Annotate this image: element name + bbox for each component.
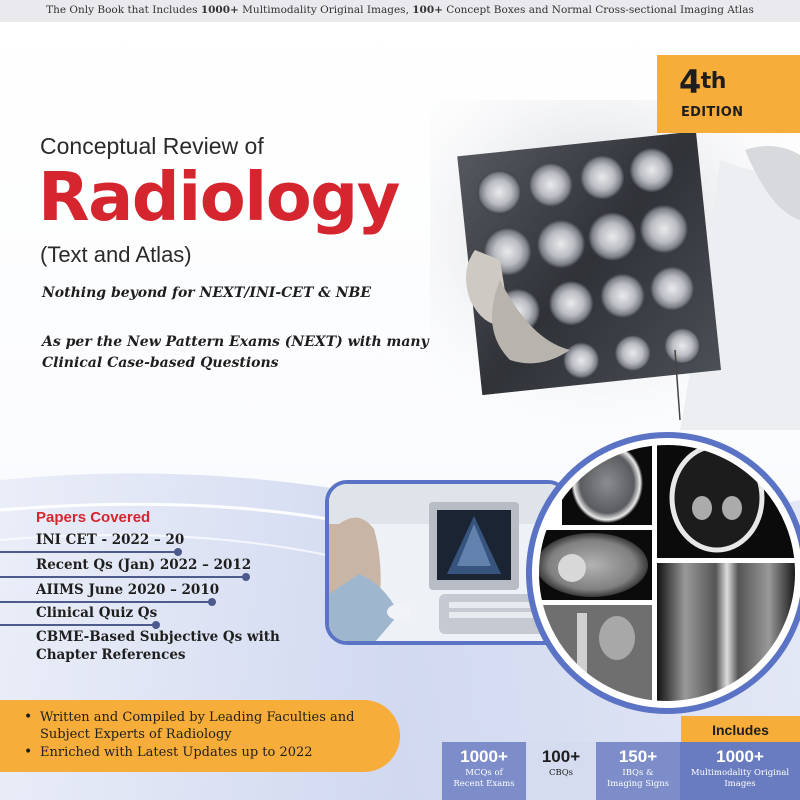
main-title: Radiology [38,158,399,236]
papers-heading: Papers Covered [36,509,151,526]
stat-mcqs: 1000+ MCQs of Recent Exams [442,742,526,800]
edition-badge [657,55,800,133]
pattern-line-1: As per the New Pattern Exams (NEXT) with many [42,334,429,350]
paper-divider [0,624,156,626]
stat-ibqs: 150+ IBQs & Imaging Signs [596,742,680,800]
edition-number: 4th [679,63,726,101]
highlights-panel [0,700,400,772]
top-banner [0,0,800,22]
paper-item: AIIMS June 2020 – 2010 [36,582,220,598]
banner-text-2: Multimodality Original Images, [238,4,413,16]
pre-title: Conceptual Review of [40,133,264,159]
pattern-statement [42,332,462,374]
banner-bold-1: 1000+ [200,4,239,16]
banner-text-1: The Only Book that Includes [46,4,201,16]
scan-collage [522,428,800,718]
banner-bold-2: 100+ [412,4,443,16]
paper-item: Recent Qs (Jan) 2022 – 2012 [36,557,252,573]
tagline: Nothing beyond for NEXT/INI-CET & NBE [42,285,372,301]
edition-suffix: th [700,69,726,94]
highlight-item: • Enriched with Latest Updates up to 2022 [40,744,313,761]
edition-label: EDITION [681,105,744,120]
includes-label: Includes [681,716,800,744]
xray-film-photo [430,100,800,430]
includes-stats [442,742,800,800]
paper-divider [0,601,212,603]
paper-item: INI CET - 2022 – 20 [36,532,185,548]
stat-cbqs: 100+ CBQs [526,742,596,800]
pattern-line-2: Clinical Case-based Questions [42,355,279,371]
banner-text-3: Concept Boxes and Normal Cross-sectional Imaging Atlas [442,4,754,16]
paper-divider [0,551,178,553]
highlight-item: • Written and Compiled by Leading Faculties and Subject Experts of Radiology [40,709,354,743]
paper-item-cbme: CBME-Based Subjective Qs with Chapter References [36,629,280,663]
paper-divider [0,576,246,578]
paper-item: Clinical Quiz Qs [36,605,158,621]
stat-images: 1000+ Multimodality Original Images [680,742,800,800]
sub-title: (Text and Atlas) [40,242,192,267]
